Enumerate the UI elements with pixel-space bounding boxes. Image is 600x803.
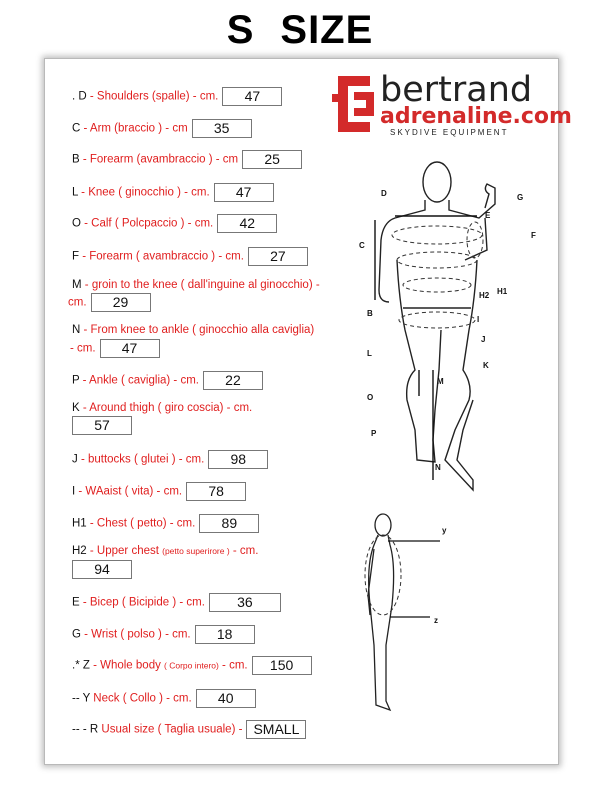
side-body-diagram: [350, 505, 460, 720]
front-body-diagram: [345, 160, 545, 500]
row-neck: -- Y Neck ( Collo ) - cm. 40: [72, 689, 256, 708]
value-field[interactable]: 47: [100, 339, 160, 358]
value-field[interactable]: 78: [186, 482, 246, 501]
row-chest: H1 - Chest ( petto) - cm. 89: [72, 514, 259, 533]
logo-mark-icon: [330, 72, 378, 134]
row-groin-knee: M - groin to the knee ( dall'inguine al ginocchio) -: [72, 279, 320, 291]
value-field[interactable]: 57: [72, 416, 132, 435]
row-ankle: P - Ankle ( caviglia) - cm. 22: [72, 371, 263, 390]
value-field[interactable]: 40: [196, 689, 256, 708]
value-field[interactable]: 29: [91, 293, 151, 312]
row-upper-chest: H2 - Upper chest (petto superirore ) - cm.: [72, 545, 259, 557]
label-l: L: [367, 349, 372, 358]
value-field[interactable]: 94: [72, 560, 132, 579]
brand-logo: [330, 70, 572, 138]
row-forearm-b: B - Forearm (avambraccio ) - cm 25: [72, 150, 302, 169]
value-field[interactable]: SMALL: [246, 720, 306, 739]
logo-text-bottom: adrenaline.com: [380, 104, 572, 129]
value-field[interactable]: 89: [199, 514, 259, 533]
row-shoulders: . D - Shoulders (spalle) - cm. 47: [72, 87, 282, 106]
row-arm: C - Arm (braccio ) - cm 35: [72, 119, 252, 138]
label-m: M: [437, 377, 444, 386]
label-k: K: [483, 361, 489, 370]
logo-tagline: SKYDIVE EQUIPMENT: [390, 128, 509, 137]
value-field[interactable]: 27: [248, 247, 308, 266]
logo-text-top: bertrand: [380, 70, 533, 110]
row-wrist: G - Wrist ( polso ) - cm. 18: [72, 625, 255, 644]
label-z: z: [434, 616, 438, 625]
value-field[interactable]: 35: [192, 119, 252, 138]
row-bicep: E - Bicep ( Bicipide ) - cm. 36: [72, 593, 281, 612]
row-forearm-f: F - Forearm ( avambraccio ) - cm. 27: [72, 247, 308, 266]
row-thigh-line2: [68, 416, 132, 435]
label-d: D: [381, 189, 387, 198]
row-waist: I - WAaist ( vita) - cm. 78: [72, 482, 246, 501]
row-groin-knee-line2: cm. 29: [68, 293, 151, 312]
label-g: G: [517, 193, 524, 202]
row-usual-size: -- - R Usual size ( Taglia usuale) - SMALL: [72, 720, 306, 739]
row-calf: O - Calf ( Polcpaccio ) - cm. 42: [72, 214, 277, 233]
value-field[interactable]: 36: [209, 593, 281, 612]
value-field[interactable]: 47: [214, 183, 274, 202]
label-h2: H2: [479, 291, 490, 300]
row-whole-body: .* Z - Whole body ( Corpo intero) - cm. 150: [72, 656, 312, 675]
label-f: F: [531, 231, 536, 240]
value-field[interactable]: 18: [195, 625, 255, 644]
value-field[interactable]: 98: [208, 450, 268, 469]
row-upper-chest-line2: [68, 560, 132, 579]
value-field[interactable]: 22: [203, 371, 263, 390]
row-knee-ankle: N - From knee to ankle ( ginocchio alla caviglia): [72, 324, 315, 336]
label-h1: H1: [497, 287, 508, 296]
label-i: I: [477, 315, 480, 324]
label-o: O: [367, 393, 374, 402]
value-field[interactable]: 42: [217, 214, 277, 233]
row-thigh: K - Around thigh ( giro coscia) - cm.: [72, 402, 253, 414]
value-field[interactable]: 47: [222, 87, 282, 106]
label-p: P: [371, 429, 377, 438]
label-j: J: [481, 335, 486, 344]
row-buttocks: J - buttocks ( glutei ) - cm. 98: [72, 450, 268, 469]
label-y: y: [442, 526, 447, 535]
row-knee: L - Knee ( ginocchio ) - cm. 47: [72, 183, 274, 202]
label-n: N: [435, 463, 441, 472]
label-b: B: [367, 309, 373, 318]
label-e: E: [485, 211, 491, 220]
label-c: C: [359, 241, 365, 250]
row-knee-ankle-line2: - cm. 47: [70, 339, 160, 358]
page-title: S SIZE: [226, 8, 374, 52]
value-field[interactable]: 150: [252, 656, 312, 675]
value-field[interactable]: 25: [242, 150, 302, 169]
